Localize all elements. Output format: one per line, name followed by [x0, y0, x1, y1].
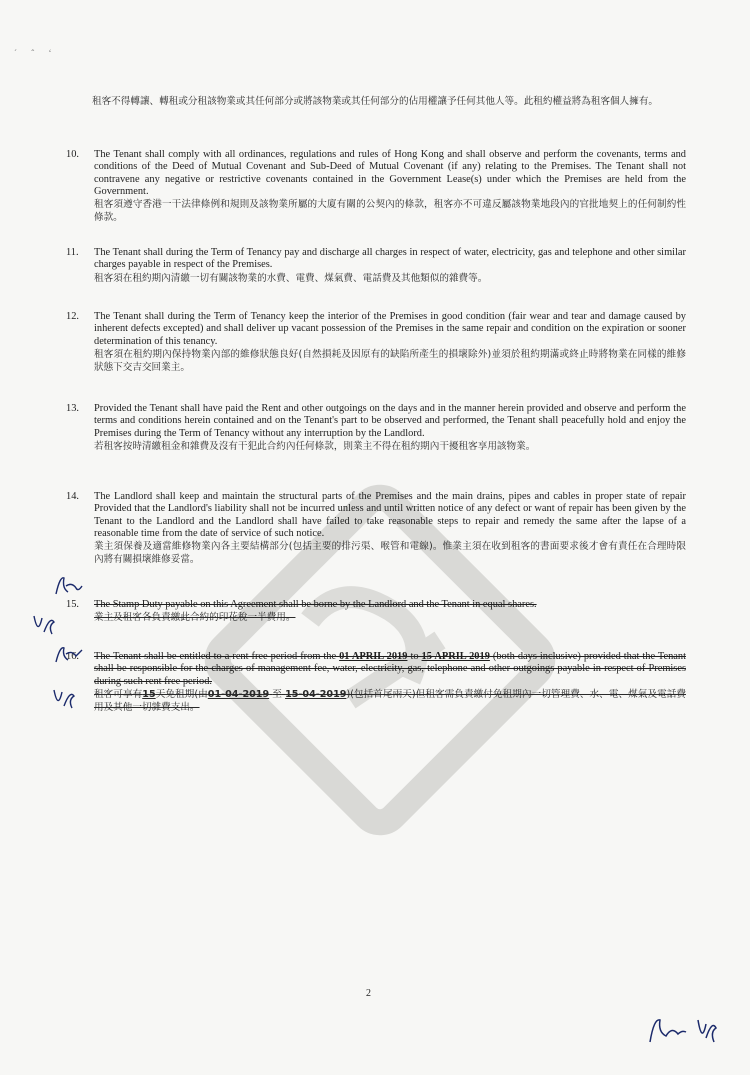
clause-text-zh: 租客須在租約期內清繳一切有關該物業的水費、電費、煤氣費、電話費及其他類似的雜費等。 — [94, 272, 488, 284]
intro-paragraph-zh: 租客不得轉讓、轉租或分租該物業或其任何部分或將該物業或其任何部分的佔用權讓予任何其他人等。此租約權益將為租客個人擁有。 — [92, 96, 659, 107]
clause-number: 10. — [66, 149, 79, 160]
clause-text-en: The Tenant shall during the Term of Tenancy pay and discharge all charges in respect of water, electricity, gas and telephone and other similar charges payable in respect of the Premises. — [94, 247, 686, 271]
clause-text-zh: 租客須遵守香港一干法律條例和規則及該物業所屬的大廈有關的公契內的條款，租客亦不可違反屬該物業地段內的官批地契上的任何制約性條款。 — [94, 199, 686, 224]
clause-number: 12. — [66, 311, 79, 322]
handwritten-initials-icon — [50, 572, 90, 602]
clause-text-en: The Tenant shall during the Term of Tenancy keep the interior of the Premises in good condition (fair wear and tear and damage caused by inherent defects excepted) and shall deliver up vacant possession of the Premises in the same repair and condition on the expiration or sooner determination of this tenancy. — [94, 311, 686, 347]
page-number: 2 — [366, 988, 371, 999]
clause-text-en: The Tenant shall be entitled to a rent free period from the 01 APRIL 2019 to 15 APRIL 2019 (both days inclusive) provided that the Tenant shall be responsible for the charges of management fee, water, electricity, gas, telephone and other outgoings payable in respect of Premises during such rent free period. — [94, 651, 686, 687]
clause-13 — [66, 403, 686, 453]
clause-15-struck — [66, 599, 686, 624]
handwritten-initials-icon — [30, 610, 60, 640]
rent-free-end-date: 15 APRIL 2019 — [421, 651, 490, 662]
clause-text-en: The Stamp Duty payable on this Agreement shall be borne by the Landlord and the Tenant in equal shares. — [94, 599, 537, 610]
clause-number: 16. — [66, 651, 79, 662]
clause-text-en: The Landlord shall keep and maintain the structural parts of the Premises and the main drains, pipes and cables in proper state of repair Provided that the Landlord's liability shall not be incurred unless and until written notice of any defect or want of repair has been given by the Tenant to the Landlord and the Landlord shall have failed to take reasonable steps to repair and remedy the same after the lapse of a reasonable time from the date of service of such notice. — [94, 491, 686, 539]
clause-16-struck — [66, 651, 686, 714]
clause-number: 11. — [66, 247, 79, 258]
clause-text-zh: 租客須在租約期內保持物業內部的維修狀態良好(自然損耗及因原有的缺陷所產生的損壞除外)並須於租約期滿或終止時將物業在同樣的維修狀態下交吉交回業主。 — [94, 348, 686, 373]
scan-corner-mark: ´ ˆ ʻ — [14, 48, 58, 58]
clause-number: 13. — [66, 403, 79, 414]
clause-14 — [66, 491, 686, 566]
clause-10 — [66, 149, 686, 224]
rent-free-days: 15 — [142, 688, 156, 700]
clause-text-en: Provided the Tenant shall have paid the Rent and other outgoings on the days and in the manner herein provided and observe and perform the terms and conditions herein contained and on the Tenant's part to be observed and performed, the Tenant shall peacefully hold and enjoy the Premises during the Term of Tenancy without any interruption by the Landlord. — [94, 403, 686, 439]
clause-11 — [66, 247, 686, 285]
clause-number: 15. — [66, 599, 79, 610]
clause-text-zh: 若租客按時清繳租金和雜費及沒有干犯此合約內任何條款，則業主不得在租約期內干擾租客享用該物業。 — [94, 440, 536, 452]
clause-text-zh: 業主及租客各負責繳此合約的印花稅一半費用。 — [94, 612, 296, 624]
handwritten-signature-icon — [644, 1010, 724, 1050]
clause-text-zh: 租客可享有15天免租期(由01-04-2019 至 15-04-2019)(包括首尾兩天)但租客需負責繳付免租期內一切管理費、水、電、煤氣及電話費用及其他一切雜費支出。 — [94, 688, 686, 713]
clause-text-en: The Tenant shall comply with all ordinances, regulations and rules of Hong Kong and shall observe and perform the covenants, terms and conditions of the Deed of Mutual Covenant and Sub-Deed of Mutual Covenant (if any) relating to the Premises. The Tenant shall not contravene any negative or restrictive covenants contained in the Government Lease(s) under which the Premises are held from the Government. — [94, 149, 686, 197]
clause-number: 14. — [66, 491, 79, 502]
rent-free-start-date: 01 APRIL 2019 — [339, 651, 408, 662]
clause-text-zh: 業主須保養及適當維修物業內各主要結構部分(包括主要的排污渠、喉管和電線)。惟業主須在收到租客的書面要求後才會有責任在合理時限內將有關損壞維修妥當。 — [94, 541, 686, 566]
clause-12 — [66, 311, 686, 374]
